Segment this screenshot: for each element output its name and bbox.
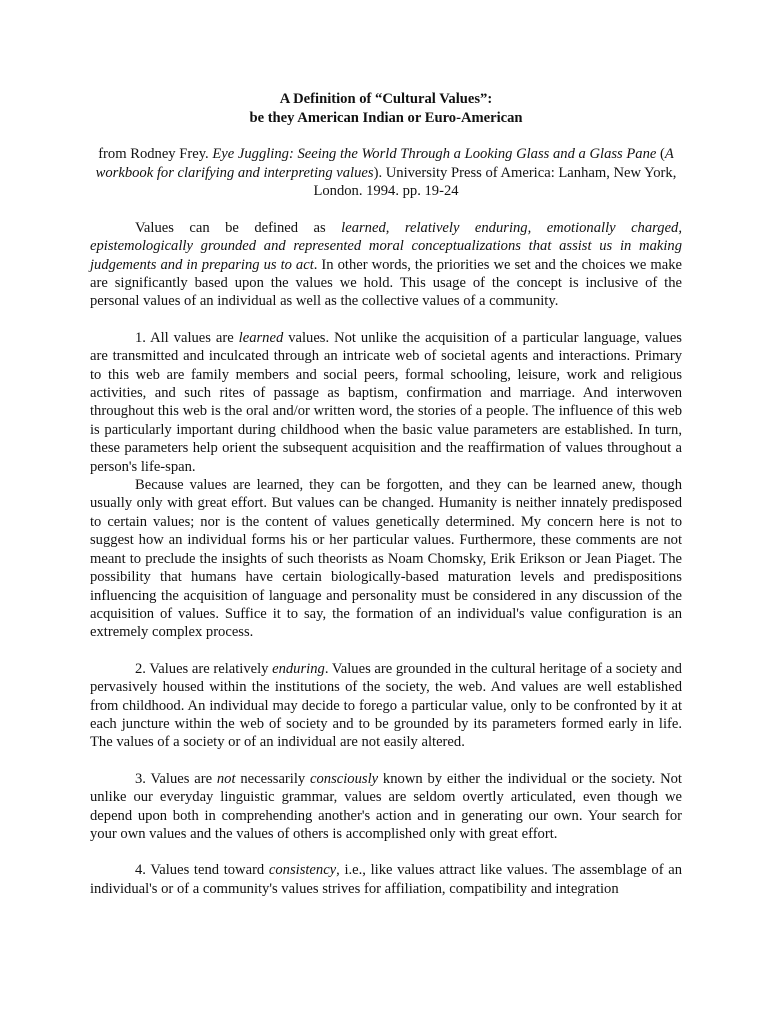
point-4-rest: , i.e., like values attract like values. The assemblage of an individual's or of a community's values strives for affiliation, compatibility and integration <box>90 862 682 897</box>
title-line-2: be they American Indian or Euro-American <box>249 110 523 126</box>
point-3-emphasis-consciously: consciously <box>310 770 379 787</box>
source-citation <box>90 145 682 201</box>
intro-lead: Values can be defined as <box>135 219 342 236</box>
point-3-rest: known by either the individual or the society. Not unlike our everyday linguistic grammar, values are seldom overtly articulated, even though we depend upon both in comprehending another's action and in generating our own. Your search for your own values and the values of others is accomplished only with great effort. <box>90 770 682 842</box>
point-4-lead: 4. Values tend toward <box>135 862 269 879</box>
point-3-middle: necessarily <box>235 770 311 787</box>
book-subtitle: A workbook for clarifying and interpreting values <box>95 146 674 181</box>
book-title: Eye Juggling: Seeing the World Through a Looking Glass and a Glass Pane <box>212 146 657 162</box>
point-4-paragraph <box>90 861 682 898</box>
point-1-lead: 1. All values are <box>135 329 239 346</box>
point-3-paragraph <box>90 770 682 844</box>
source-prefix: from Rodney Frey. <box>98 146 213 162</box>
point-3-emphasis-not: not <box>216 770 236 787</box>
point-4-emphasis: consistency <box>268 862 337 879</box>
intro-paragraph <box>90 219 682 311</box>
point-1-continuation: Because values are learned, they can be forgotten, and they can be learned anew, though usually only with great effort. But values can be changed. Humanity is neither innately predisposed to certain values; nor is the content of values genetically determined. My concern here is not to suggest how an individual forms his or her particular values. Furthermore, these comments are not meant to preclude the insights of such theorists as Noam Chomsky, Erik Erikson or Jean Piaget. The possibility that humans have certain biologically-based maturation levels and predispositions influencing the acquisition of language and personality must be considered in any discussion of the acquisition of values. Suffice it to say, the formation of an individual's value configuration is an extremely complex process. <box>90 477 682 641</box>
point-2-paragraph <box>90 660 682 752</box>
source-publisher: ). University Press of America: Lanham, New York, London. 1994. pp. 19-24 <box>313 164 677 200</box>
point-3-lead: 3. Values are <box>135 770 217 787</box>
point-1-paragraph <box>90 329 682 476</box>
point-1-emphasis: learned <box>238 329 284 346</box>
document-title <box>90 90 682 128</box>
title-line-1: A Definition of “Cultural Values”: <box>279 91 493 107</box>
point-1-rest: values. Not unlike the acquisition of a particular language, values are transmitted and inculcated through an intricate web of societal agents and interactions. Primary to this web are family members and social peers, formal schooling, leisure, work and religious activities, and such rites of passage as baptism, confirmation and marriage. And interwoven throughout this web is the oral and/or written word, the stories of a people. The influence of this web is particularly important during childhood when the basic value parameters are established. In turn, these parameters help orient the subsequent acquisition and the reaffirmation of values throughout a person's life-span. <box>90 329 682 475</box>
source-paren: ( <box>656 146 665 162</box>
document-page <box>90 90 682 898</box>
point-2-rest: . Values are grounded in the cultural heritage of a society and pervasively housed within the institutions of the society, the web. And values are well established from childhood. An individual may decide to forego a particular value, only to be confronted by it at each juncture within the web of society and to be grounded by its parameters formed early in life. The values of a society or of an individual are not easily altered. <box>90 660 682 751</box>
intro-definition: learned, relatively enduring, emotionally charged, epistemologically grounded and represented moral conceptualizations that assist us in making judgements and in preparing us to act <box>90 219 682 273</box>
point-2-lead: 2. Values are relatively <box>135 660 273 677</box>
point-2-emphasis: enduring <box>272 660 325 677</box>
intro-rest: . In other words, the priorities we set and the choices we make are significantly based upon the values we hold. This usage of the concept is inclusive of the personal values of an individual as well as the collective values of a community. <box>90 256 683 310</box>
